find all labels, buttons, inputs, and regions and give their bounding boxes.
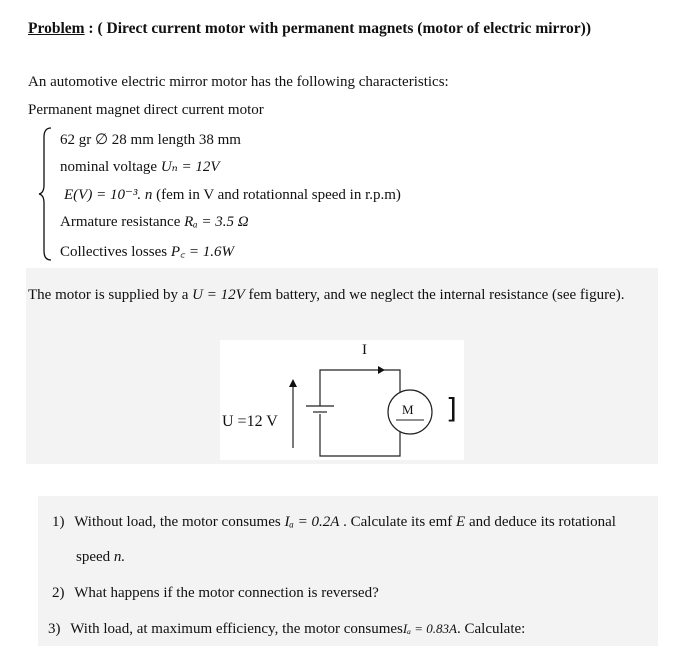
current-arrow-icon [378, 366, 385, 374]
question-1-line-2 [76, 549, 125, 566]
armature-resistance-label: Armature resistance [60, 214, 185, 230]
nominal-voltage-label: nominal voltage [60, 159, 161, 175]
emf-formula: E(V) = 10⁻³. n [64, 187, 153, 203]
bracket-symbol: ] [446, 392, 457, 425]
question-1-text-b: . Calculate its emf [339, 514, 457, 530]
question-3 [48, 621, 525, 638]
question-2-number: 2) [52, 585, 65, 601]
question-1 [52, 514, 616, 531]
question-2 [52, 585, 379, 602]
supply-rest: fem battery, and we neglect the internal resistance (see figure). [244, 287, 625, 303]
characteristic-armature-resistance [60, 214, 249, 231]
question-3-number: 3) [48, 621, 61, 637]
supply-voltage: U = 12V [192, 287, 245, 303]
circuit-diagram [220, 340, 464, 460]
current-label: I [362, 342, 367, 358]
intro-line-2: Permanent magnet direct current motor [28, 102, 264, 118]
question-1-speed-label: speed [76, 549, 114, 565]
characteristic-size: 62 gr ∅ 28 mm length 38 mm [60, 132, 241, 148]
question-3-current: Iₐ = 0.83A [402, 621, 458, 636]
problem-title [28, 20, 591, 38]
question-1-number: 1) [52, 514, 65, 530]
characteristic-collective-losses [60, 241, 234, 261]
collective-losses-label: Collectives losses [60, 244, 171, 260]
emf-note: (fem in V and rotationnal speed in r.p.m) [152, 187, 401, 203]
question-3-text-a: With load, at maximum efficiency, the motor consumes [70, 621, 403, 637]
question-1-text-a: Without load, the motor consumes [74, 514, 285, 530]
question-1-emf: E [456, 514, 466, 530]
question-1-speed-symbol: n. [113, 549, 126, 565]
question-1-text-c: and deduce its rotational [465, 514, 616, 530]
characteristic-nominal-voltage [60, 157, 220, 176]
voltage-label: U =12 V [222, 413, 278, 430]
problem-label: Problem [28, 20, 85, 37]
question-1-current: Iₐ = 0.2A [284, 514, 340, 530]
circuit-figure [220, 340, 464, 460]
intro-line-1: An automotive electric mirror motor has the following characteristics: [28, 74, 449, 90]
supply-sentence [28, 287, 624, 304]
question-2-text: What happens if the motor connection is reversed? [74, 585, 379, 601]
question-3-text-b: . Calculate: [457, 621, 526, 637]
armature-resistance-value: Rₐ = 3.5 Ω [184, 214, 249, 230]
nominal-voltage-value: Uₙ = 12V [160, 159, 220, 175]
motor-label: M [402, 402, 414, 417]
supply-prefix: The motor is supplied by a [28, 287, 193, 303]
characteristic-emf [64, 185, 401, 204]
collective-losses-value: P꜀ = 1.6W [170, 244, 235, 260]
left-brace [38, 127, 52, 261]
problem-title-text: : ( Direct current motor with permanent magnets (motor of electric mirror)) [84, 20, 591, 37]
